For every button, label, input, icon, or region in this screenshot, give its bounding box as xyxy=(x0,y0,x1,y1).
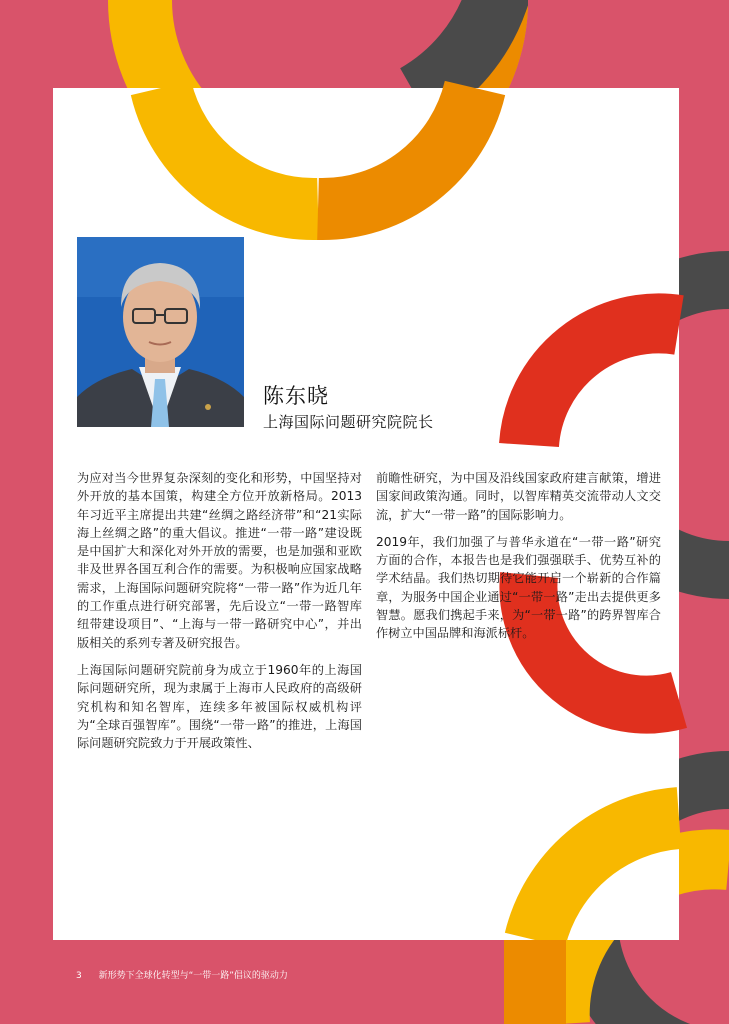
paragraph: 前瞻性研究，为中国及沿线国家政府建言献策，增进国家间政策沟通。同时，以智库精英交流带动人文交流，扩大“一带一路”的国际影响力。 xyxy=(376,471,661,522)
footer-title: 新形势下全球化转型与“一带一路”倡议的驱动力 xyxy=(98,971,288,981)
portrait-photo xyxy=(77,237,244,427)
person-name: 陈东晓 xyxy=(263,384,329,408)
body-column-left xyxy=(77,469,362,761)
page-number: 3 xyxy=(76,971,82,981)
portrait-illustration xyxy=(77,237,244,427)
body-column-right xyxy=(376,469,661,652)
paragraph: 2019年，我们加强了与普华永道在“一带一路”研究方面的合作，本报告也是我们强强联手、优势互补的学术结晶。我们热切期待它能开启一个崭新的合作篇章，为服务中国企业通过“一带一路”走出去提供更多智慧。愿我们携起手来，为“一带一路”的跨界智库合作树立中国品牌和海派标杆。 xyxy=(376,534,661,641)
paragraph: 为应对当今世界复杂深刻的变化和形势，中国坚持对外开放的基本国策，构建全方位开放新格局。2013年习近平主席提出共建“丝绸之路经济带”和“21实际海上丝绸之路”的重大倡议。推进“一带一路”建设既是中国扩大和深化对外开放的需要，也是加强和亚欧非及世界各国互利合作的需要。为积极响应国家战略需求，上海国际问题研究院将“一带一路”作为近几年的工作重点进行研究部署，先后设立“一带一路智库纽带建设项目”、“上海与一带一路研究中心”，并出版相关的系列专著及研究报告。 xyxy=(77,471,362,650)
page-footer xyxy=(76,968,288,981)
paragraph: 上海国际问题研究院前身为成立于1960年的上海国际问题研究所，现为隶属于上海市人民政府的高级研究机构和知名智库，连续多年被国际权威机构评为“全球百强智库”。围绕“一带一路”的推进，上海国际问题研究院致力于开展政策性、 xyxy=(77,662,362,751)
person-title: 上海国际问题研究院院长 xyxy=(263,413,434,431)
